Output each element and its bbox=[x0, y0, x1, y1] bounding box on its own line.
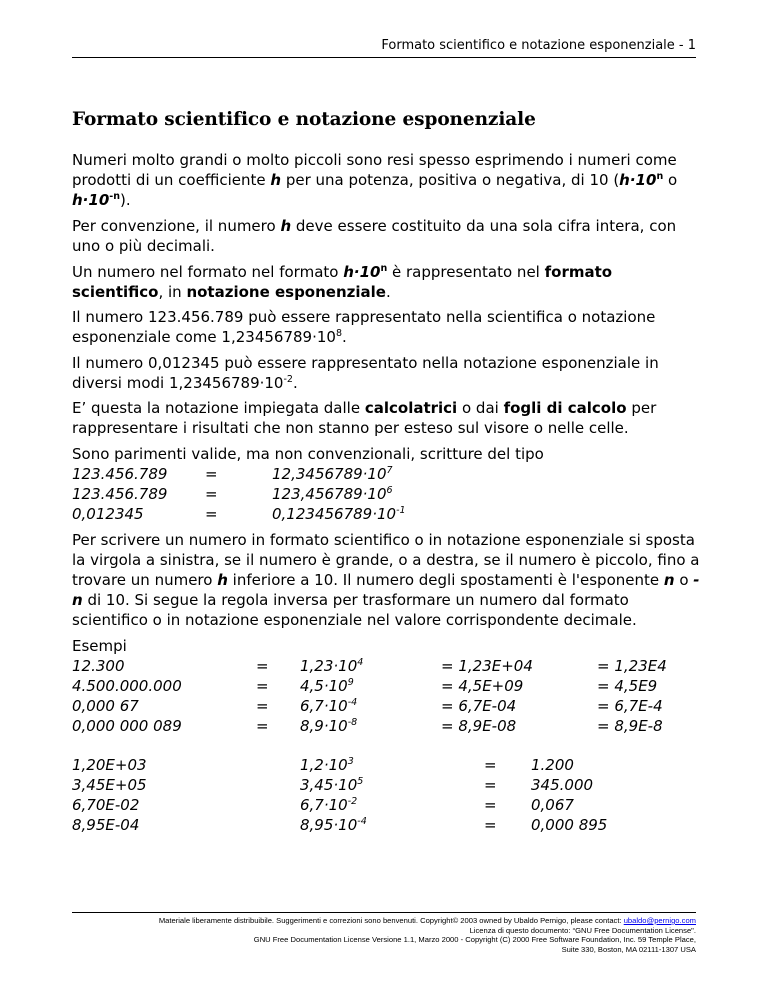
reverse-row: 8,95E-04 $8,95\cdot 10^{-4}$ = 0,000 895 bbox=[72, 816, 608, 834]
paragraph-alternatives: Sono parimenti valide, ma non convenzionali, scritture del tipo bbox=[72, 445, 544, 463]
paragraph-method: Per scrivere un numero in formato scientifico o in notazione esponenziale si sposta la virgola a sinistra, se il numero è grande, o a destra, se il numero è piccolo, fino a trovare un numero h inferiore a 10. Il numero degli spostamenti è l'esponente n o -n di 10. Si segue la regola inversa per trasformare un numero dal formato scientifico o in notazione esponenziale nel valore corrispondente decimale. bbox=[72, 531, 700, 629]
example-row: 0,000 000 089 = $8,9\cdot 10^{-8}$ = 8,9E-08 = 8,9E-8 bbox=[72, 717, 663, 735]
reverse-row: 1,20E+03 $1,2\cdot 10^3$ = 1.200 bbox=[72, 756, 574, 774]
paragraph-calculators: E’ questa la notazione impiegata dalle calcolatrici o dai fogli di calcolo per rappresentare i risultati che non stanno per esteso sul visore o nelle celle. bbox=[72, 399, 657, 437]
email-link[interactable]: ubaldo@pernigo.com bbox=[623, 916, 696, 925]
alt-row: 123.456.789 = $123,456789\cdot 10^6$ bbox=[72, 485, 393, 503]
paragraph-convention: Per convenzione, il numero h deve essere costituito da una sola cifra intera, con uno o più decimali. bbox=[72, 217, 677, 255]
paragraph-intro: Numeri molto grandi o molto piccoli sono resi spesso esprimendo i numeri come prodotti di un coefficiente h per una potenza, positiva o negativa, di 10 ($h\cdot 10^n$ o $h\cdot 10^{-n}$). bbox=[72, 151, 678, 209]
reverse-row: 3,45E+05 $3,45\cdot 10^5$ = 345.000 bbox=[72, 776, 594, 794]
paragraph-format: Un numero nel formato nel formato $h\cdot 10^n$ è rappresentato nel formato scientifico, in notazione esponenziale. bbox=[72, 263, 613, 301]
page-footer: Materiale liberamente distribuibile. Suggerimenti e correzioni sono benvenuti. Copyright© 2003 owned by Ubaldo Pernigo, please contact: ubaldo@pernigo.com Licenza di questo documento: “GNU Free Documentation License". GNU Free Documentation License Versione 1.1, Marzo 2000 - Copyright (C) 2000 Free Software Foundation, Inc. 59 Temple Place, Suite 330, Boston, MA 02111-1307 USA bbox=[72, 912, 696, 954]
example-row: 12.300 = $1,23\cdot 10^4$ = 1,23E+04 = 1,23E4 bbox=[72, 657, 667, 675]
running-header: Formato scientifico e notazione esponenziale - 1 bbox=[72, 38, 696, 58]
alt-row: 123.456.789 = $12,3456789\cdot 10^7$ bbox=[72, 465, 393, 483]
reverse-row: 6,70E-02 $6,7\cdot 10^{-2}$ = 0,067 bbox=[72, 796, 574, 814]
alt-row: 0,012345 = $0,123456789\cdot 10^{-1}$ bbox=[72, 505, 406, 523]
page-title: Formato scientifico e notazione esponenziale bbox=[72, 109, 536, 130]
paragraph-example-large: Il numero 123.456.789 può essere rappresentato nella scientifica o notazione esponenziale come $1,23456789\cdot 10^8$. bbox=[72, 308, 656, 346]
example-row: 0,000 67 = $6,7\cdot 10^{-4}$ = 6,7E-04 = 6,7E-4 bbox=[72, 697, 663, 715]
paragraph-example-small: Il numero 0,012345 può essere rappresentato nella notazione esponenziale in diversi modi $1,23456789\cdot 10^{-2}$. bbox=[72, 354, 659, 392]
examples-label: Esempi bbox=[72, 637, 127, 655]
example-row: 4.500.000.000 = $4,5\cdot 10^9$ = 4,5E+09 = 4,5E9 bbox=[72, 677, 658, 695]
